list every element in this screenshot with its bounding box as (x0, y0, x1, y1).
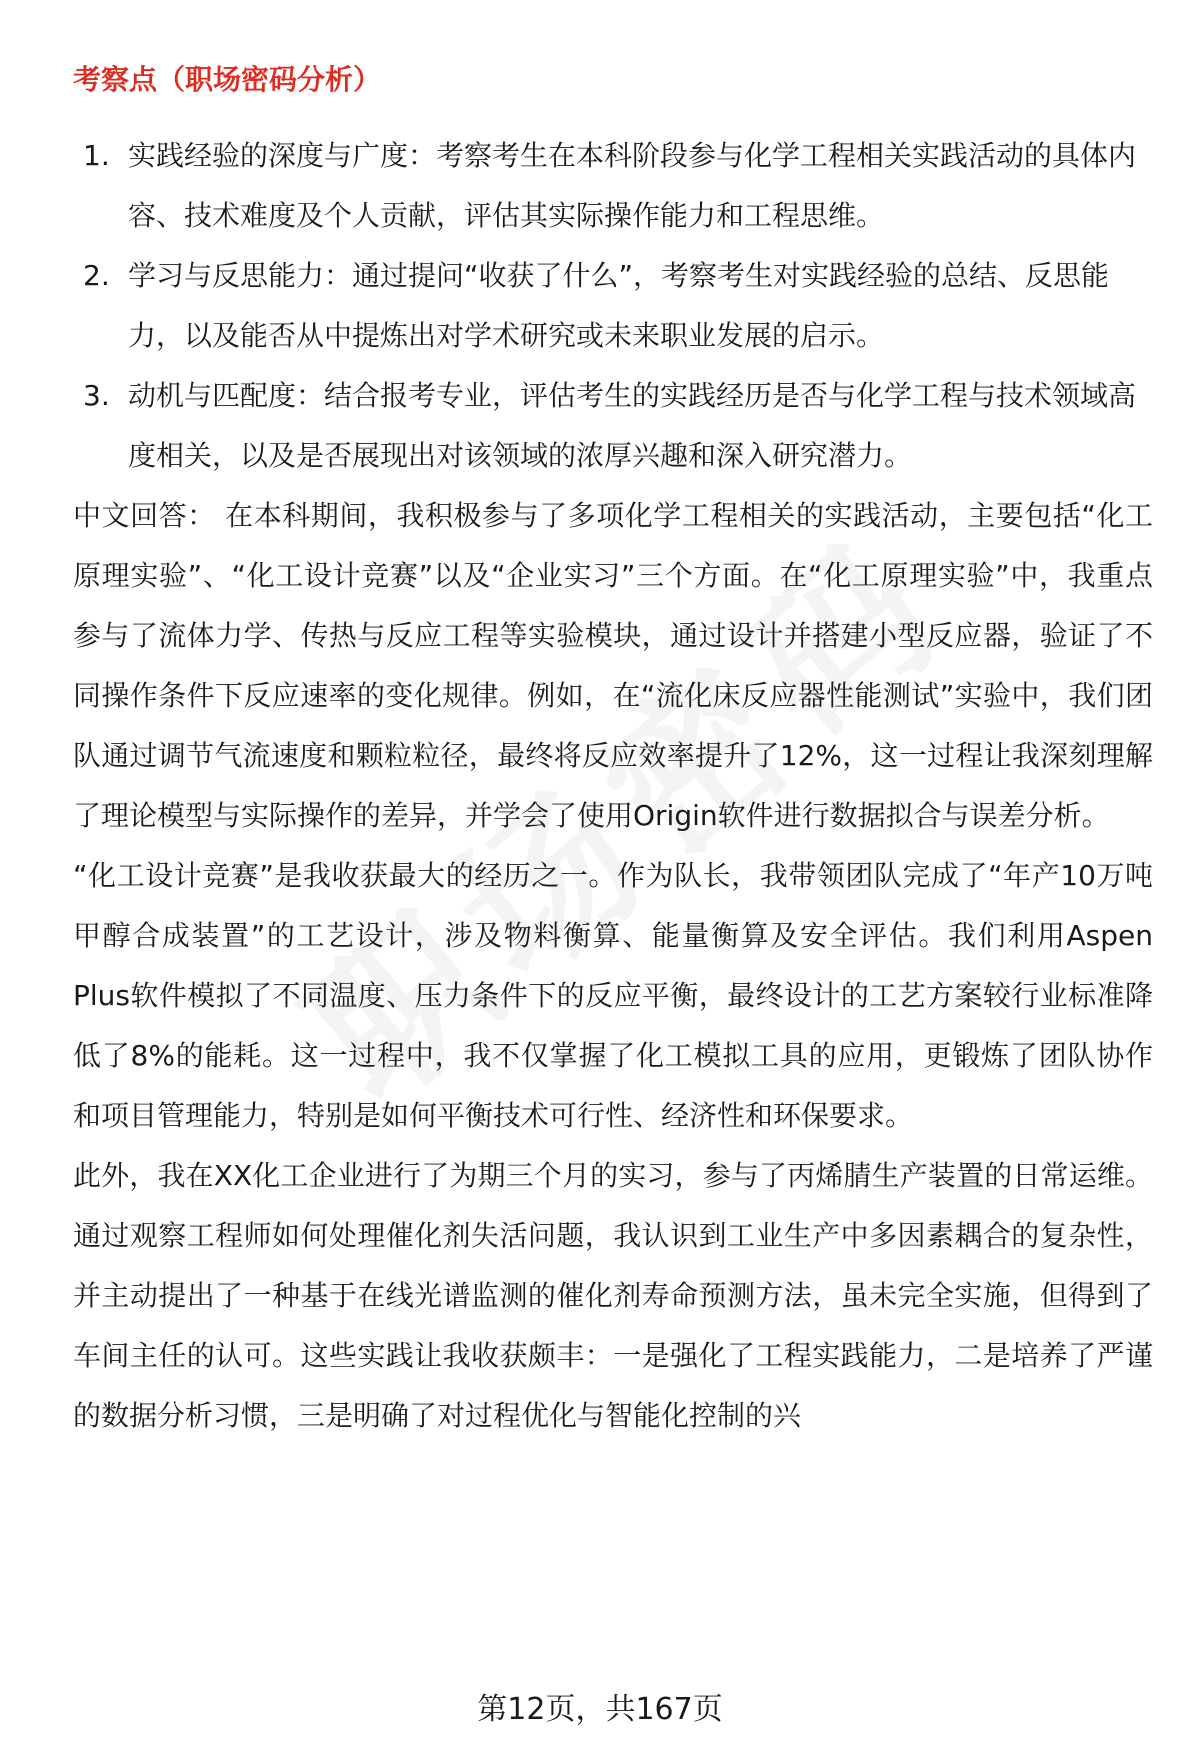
list-item-number: 1. (83, 139, 110, 172)
answer-paragraph-1: 中文回答： 在本科期间，我积极参与了多项化学工程相关的实践活动，主要包括“化工原理实验”、“化工设计竞赛”以及“企业实习”三个方面。在“化工原理实验”中，我重点参与了流体力学、传热与反应工程等实验模块，通过设计并搭建小型反应器，验证了不同操作条件下反应速率的变化规律。例如，在“流化床反应器性能测试”实验中，我们团队通过调节气流速度和颗粒粒径，最终将反应效率提升了12%，这一过程让我深刻理解了理论模型与实际操作的差异，并学会了使用Origin软件进行数据拟合与误差分析。 (73, 499, 1153, 832)
assessment-points-list (73, 126, 1153, 486)
list-item-text: 实践经验的深度与广度：考察考生在本科阶段参与化学工程相关实践活动的具体内容、技术难度及个人贡献，评估其实际操作能力和工程思维。 (128, 139, 1137, 232)
list-item (73, 126, 1153, 246)
answer-paragraph-3: 此外，我在XX化工企业进行了为期三个月的实习，参与了丙烯腈生产装置的日常运维。通过观察工程师如何处理催化剂失活问题，我认识到工业生产中多因素耦合的复杂性，并主动提出了一种基于在线光谱监测的催化剂寿命预测方法，虽未完全实施，但得到了车间主任的认可。这些实践让我收获颇丰：一是强化了工程实践能力，二是培养了严谨的数据分析习惯，三是明确了对过程优化与智能化控制的兴 (73, 1159, 1153, 1432)
answer-paragraph-2: “化工设计竞赛”是我收获最大的经历之一。作为队长，我带领团队完成了“年产10万吨甲醇合成装置”的工艺设计，涉及物料衡算、能量衡算及安全评估。我们利用Aspen Plus软件模拟了不同温度、压力条件下的反应平衡，最终设计的工艺方案较行业标准降低了8%的能耗。这一过程中，我不仅掌握了化工模拟工具的应用，更锻炼了团队协作和项目管理能力，特别是如何平衡技术可行性、经济性和环保要求。 (73, 859, 1153, 1132)
list-item-text: 动机与匹配度：结合报考专业，评估考生的实践经历是否与化学工程与技术领域高度相关，以及是否展现出对该领域的浓厚兴趣和深入研究潜力。 (128, 379, 1137, 472)
list-item-text: 学习与反思能力：通过提问“收获了什么”，考察考生对实践经验的总结、反思能力，以及能否从中提炼出对学术研究或未来职业发展的启示。 (128, 259, 1110, 352)
list-item-number: 3. (83, 379, 110, 412)
list-item-number: 2. (83, 259, 110, 292)
list-item (73, 246, 1153, 366)
page-number-footer: 第12页，共167页 (477, 1692, 723, 1727)
page-content (73, 50, 1153, 1446)
list-item (73, 366, 1153, 486)
section-title: 考察点（职场密码分析） (73, 63, 382, 96)
